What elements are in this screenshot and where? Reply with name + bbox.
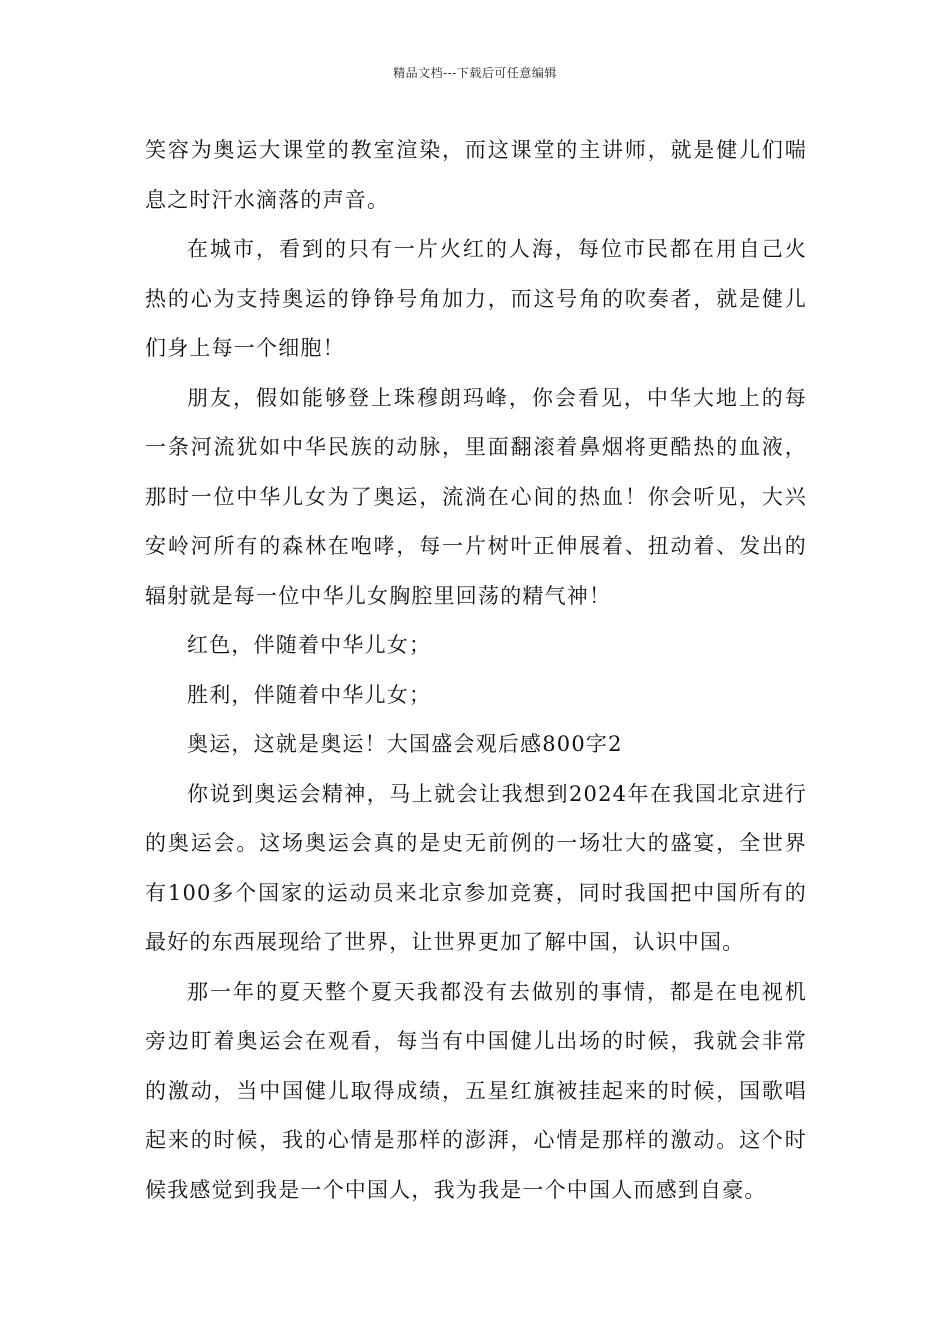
paragraph-continuation: 笑容为奥运大课堂的教室渲染，而这课堂的主讲师，就是健儿们喘息之时汗水滴落的声音。 <box>145 138 807 212</box>
paragraph-friend: 朋友，假如能够登上珠穆朗玛峰，你会看见，中华大地上的每一条河流犹如中华民族的动脉，里面翻滚着鼻烟将更酷热的血液，那时一位中华儿女为了奥运，流淌在心间的热血！你会听见，大兴安岭河所有的森林在咆哮，每一片树叶正伸展着、扭动着、发出的辐射就是每一位中华儿女胸腔里回荡的精气神！ <box>145 385 807 608</box>
paragraph-victory: 胜利，伴随着中华儿女； <box>187 682 432 707</box>
paragraph-olympic-spirit: 你说到奥运会精神，马上就会让我想到2024年在我国北京进行的奥运会。这场奥运会真的是史无前例的一场壮大的盛宴，全世界有100多个国家的运动员来北京参加竞赛，同时我国把中国所有的最好的东西展现给了世界，让世界更加了解中国，认识中国。 <box>145 781 807 954</box>
paragraph-city: 在城市，看到的只有一片火红的人海，每位市民都在用自己火热的心为支持奥运的铮铮号角加力，而这号角的吹奏者，就是健儿们身上每一个细胞！ <box>145 237 807 360</box>
paragraph-olympics-title: 奥运，这就是奥运！大国盛会观后感800字2 <box>187 732 623 756</box>
paragraph-red: 红色，伴随着中华儿女； <box>187 633 432 657</box>
page-header: 精品文档---下载后可任意编辑 <box>393 66 557 80</box>
paragraph-summer: 那一年的夏天整个夏天我都没有去做别的事情，都是在电视机旁边盯着奥运会在观看，每当有中国健儿出场的时候，我就会非常的激动，当中国健儿取得成绩，五星红旗被挂起来的时候，国歌唱起来的时候，我的心情是那样的澎湃，心情是那样的激动。这个时候我感觉到我是一个中国人，我为我是一个中国人而感到自豪。 <box>145 979 807 1202</box>
document-body <box>145 126 807 1215</box>
